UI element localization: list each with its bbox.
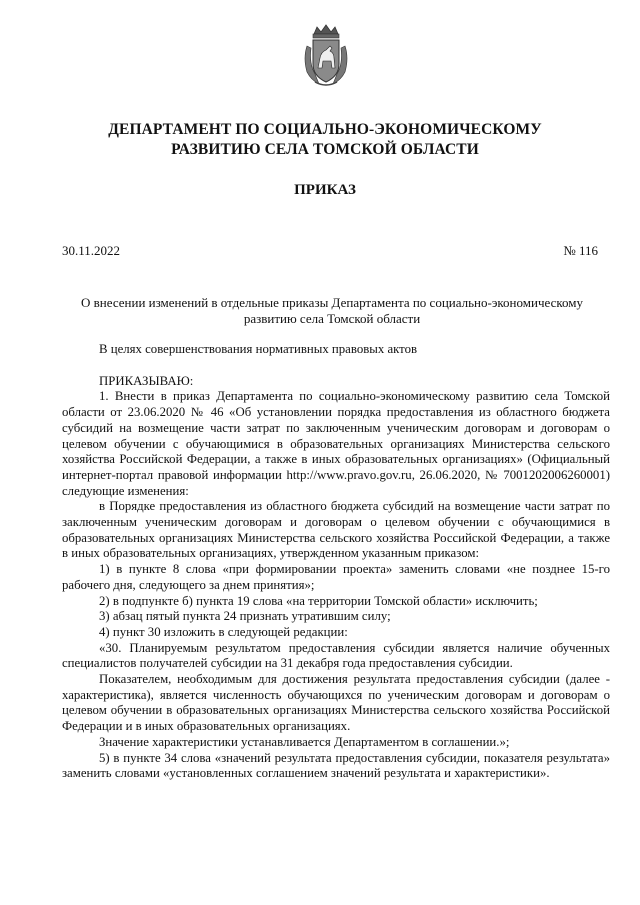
subject-line1: О внесении изменений в отдельные приказы Департамента по социально-экономическому — [81, 295, 583, 310]
document-date: 30.11.2022 — [62, 243, 121, 258]
body-paragraph: 4) пункт 30 изложить в следующей редакции: — [99, 624, 348, 639]
subject-line2: развитию села Томской области — [243, 311, 421, 326]
body-paragraph: 2) в подпункте б) пункта 19 слова «на территории Томской области» исключить; — [99, 593, 538, 608]
document-type: ПРИКАЗ — [294, 182, 356, 198]
preamble-paragraph: В целях совершенствования нормативных правовых актов — [99, 342, 418, 356]
body-paragraph: «30. Планируемым результатом предоставления субсидии является наличие обученных специалистов получателей субсидии на 31 декабря года предоставления субсидии. — [62, 640, 610, 671]
document-body — [62, 342, 610, 782]
body-paragraph: Показателем, необходимым для достижения результата предоставления субсидии (далее - характеристика), является численность обучающихся по ученическим договорам и договорам о целевом обучении в образовательных организациях Министерства сельского хозяйства Российской Федерации и в иных образовательных организациях. — [62, 672, 610, 734]
department-title — [60, 120, 590, 160]
body-paragraph: Значение характеристики устанавливается Департаментом в соглашении.»; — [99, 734, 510, 749]
document-subject — [62, 295, 602, 327]
body-paragraph: 1) в пункте 8 слова «при формировании проекта» заменить словами «не позднее 15-го рабочего дня, следующего за днем принятия»; — [62, 562, 610, 592]
department-title-line1: ДЕПАРТАМЕНТ ПО СОЦИАЛЬНО-ЭКОНОМИЧЕСКОМУ — [108, 121, 542, 138]
body-paragraph: 1. Внести в приказ Департамента по социально-экономическому развитию села Томской области от 23.06.2020 № 46 «Об установлении порядка предоставления из областного бюджета субсидий на возмещение части затрат по заключенным ученическим договорам и договорам о целевом обучении с обучающимися в образовательных организациях Министерства сельского хозяйства Российской Федерации, а также в иных образовательных организациях» (Официальный интернет-портал правовой информации http://www.pravo.gov.ru, 26.06.2020, № 7001202006260001) следующие изменения: — [62, 389, 610, 498]
body-paragraph: 5) в пункте 34 слова «значений результата предоставления субсидии, показателя результата» заменить словами «установленных соглашением значений результата и характеристики». — [62, 750, 610, 781]
body-paragraph: в Порядке предоставления из областного бюджета субсидий на возмещение части затрат по заключенным ученическим договорам и договорам о целевом обучении с обучающимися в образовательных организациях Министерства сельского хозяйства Российской Федерации, а также в иных образовательных организациях, утвержденном указанным приказом: — [62, 499, 610, 561]
body-paragraph: 3) абзац пятый пункта 24 признать утратившим силу; — [99, 609, 391, 624]
department-title-line2: РАЗВИТИЮ СЕЛА ТОМСКОЙ ОБЛАСТИ — [171, 141, 479, 158]
tomsk-region-coat-of-arms-icon — [301, 24, 351, 88]
order-keyword: ПРИКАЗЫВАЮ: — [99, 373, 194, 388]
document-number: № 116 — [563, 243, 598, 258]
